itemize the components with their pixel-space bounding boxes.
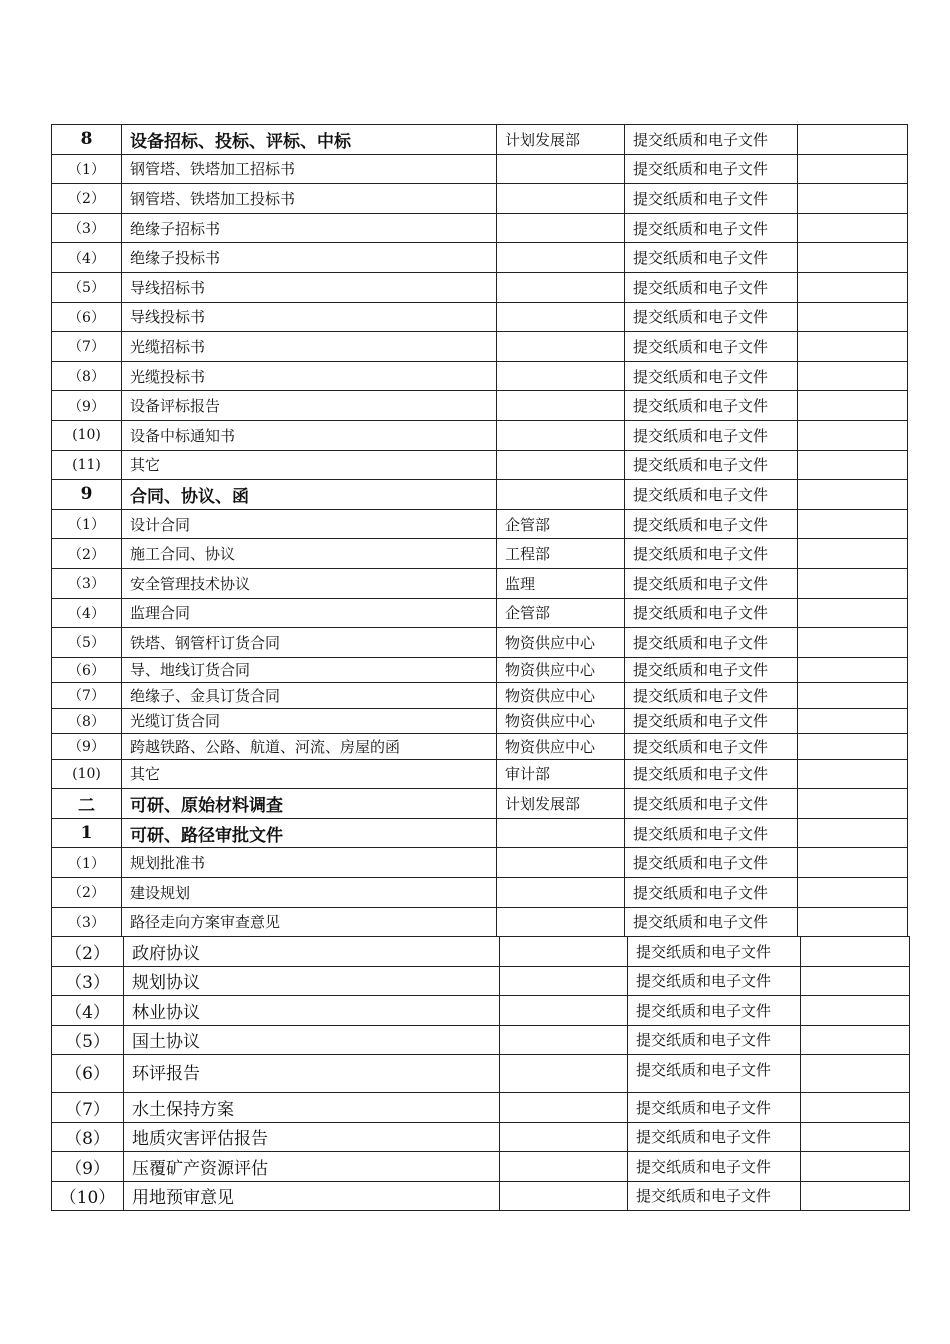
table-row [52,598,908,628]
submission-requirement-cell: 提交纸质和电子文件 [625,361,798,391]
remarks-cell [798,184,908,214]
table-row [52,657,908,683]
row-number-cell: （2） [52,184,122,214]
table-row [52,154,908,184]
department-cell [497,154,625,184]
department-cell [497,243,625,273]
item-name-cell: 导、地线订货合同 [122,657,497,683]
remarks-cell [801,966,910,996]
submission-requirement-cell: 提交纸质和电子文件 [625,598,798,628]
table-row [52,907,908,937]
archive-table-lower [51,936,910,1211]
department-cell [500,996,628,1026]
department-cell [500,1152,628,1182]
item-name-cell: 可研、路径审批文件 [122,818,497,848]
remarks-cell [798,734,908,760]
remarks-cell [801,937,910,967]
submission-requirement-cell: 提交纸质和电子文件 [625,568,798,598]
item-name-cell: 路径走向方案审查意见 [122,907,497,937]
submission-requirement-cell: 提交纸质和电子文件 [625,878,798,908]
department-cell: 审计部 [497,759,625,789]
row-number-cell: （3） [52,568,122,598]
item-name-cell: 钢管塔、铁塔加工投标书 [122,184,497,214]
submission-requirement-cell: 提交纸质和电子文件 [628,1093,801,1123]
remarks-cell [798,848,908,878]
item-name-cell: 施工合同、协议 [122,539,497,569]
row-number-cell: 8 [52,125,122,155]
department-cell [497,213,625,243]
submission-requirement-cell: 提交纸质和电子文件 [625,184,798,214]
submission-requirement-cell: 提交纸质和电子文件 [625,332,798,362]
submission-requirement-cell: 提交纸质和电子文件 [625,848,798,878]
row-number-cell: (10) [52,420,122,450]
table-row [52,568,908,598]
row-number-cell: （9） [52,734,122,760]
row-number-cell: （7） [52,683,122,709]
department-cell: 计划发展部 [497,789,625,819]
remarks-cell [798,420,908,450]
remarks-cell [798,213,908,243]
department-cell [497,450,625,480]
row-number-cell: （1） [52,509,122,539]
table-row [52,759,908,789]
item-name-cell: 铁塔、钢管杆订货合同 [122,628,497,658]
department-cell [500,1093,628,1123]
remarks-cell [798,125,908,155]
item-name-cell: 林业协议 [124,996,500,1026]
department-cell [497,272,625,302]
row-number-cell: （8） [52,361,122,391]
table-row [52,1181,910,1211]
row-number-cell: （10） [52,1181,124,1211]
item-name-cell: 环评报告 [124,1055,500,1093]
submission-requirement-cell: 提交纸质和电子文件 [625,789,798,819]
department-cell [497,391,625,421]
submission-requirement-cell: 提交纸质和电子文件 [625,907,798,937]
table-row [52,683,908,709]
department-cell: 物资供应中心 [497,734,625,760]
remarks-cell [798,598,908,628]
item-name-cell: 建设规划 [122,878,497,908]
row-number-cell: （7） [52,1093,124,1123]
remarks-cell [798,907,908,937]
table-row [52,1122,910,1152]
item-name-cell: 其它 [122,450,497,480]
submission-requirement-cell: 提交纸质和电子文件 [625,450,798,480]
department-cell [500,1055,628,1093]
remarks-cell [798,509,908,539]
row-number-cell: （2） [52,937,124,967]
remarks-cell [798,539,908,569]
remarks-cell [801,1055,910,1093]
submission-requirement-cell: 提交纸质和电子文件 [625,125,798,155]
table-row [52,996,910,1026]
item-name-cell: 压覆矿产资源评估 [124,1152,500,1182]
submission-requirement-cell: 提交纸质和电子文件 [625,759,798,789]
remarks-cell [798,450,908,480]
table-row [52,450,908,480]
row-number-cell: （1） [52,154,122,184]
submission-requirement-cell: 提交纸质和电子文件 [628,1055,801,1093]
remarks-cell [798,391,908,421]
row-number-cell: (10) [52,759,122,789]
department-cell: 企管部 [497,509,625,539]
remarks-cell [798,818,908,848]
row-number-cell: （9） [52,1152,124,1182]
remarks-cell [798,878,908,908]
row-number-cell: 1 [52,818,122,848]
department-cell: 计划发展部 [497,125,625,155]
remarks-cell [801,1181,910,1211]
department-cell [500,937,628,967]
table-row [52,125,908,155]
item-name-cell: 绝缘子投标书 [122,243,497,273]
remarks-cell [801,1093,910,1123]
table-row [52,628,908,658]
item-name-cell: 规划批准书 [122,848,497,878]
row-number-cell: 二 [52,789,122,819]
row-number-cell: （4） [52,598,122,628]
department-cell: 企管部 [497,598,625,628]
table-row [52,1055,910,1093]
department-cell [497,184,625,214]
submission-requirement-cell: 提交纸质和电子文件 [628,937,801,967]
item-name-cell: 政府协议 [124,937,500,967]
row-number-cell: (11) [52,450,122,480]
table-row [52,184,908,214]
row-number-cell: （4） [52,243,122,273]
department-cell: 监理 [497,568,625,598]
remarks-cell [798,302,908,332]
row-number-cell: （5） [52,1025,124,1055]
department-cell [500,966,628,996]
item-name-cell: 合同、协议、函 [122,480,497,510]
row-number-cell: （9） [52,391,122,421]
row-number-cell: （3） [52,966,124,996]
remarks-cell [798,332,908,362]
table-row [52,539,908,569]
table-row [52,1152,910,1182]
submission-requirement-cell: 提交纸质和电子文件 [625,272,798,302]
department-cell: 物资供应中心 [497,657,625,683]
item-name-cell: 光缆投标书 [122,361,497,391]
item-name-cell: 光缆订货合同 [122,708,497,734]
table-row [52,213,908,243]
submission-requirement-cell: 提交纸质和电子文件 [628,996,801,1026]
row-number-cell: （5） [52,272,122,302]
table-row [52,789,908,819]
department-cell [497,848,625,878]
submission-requirement-cell: 提交纸质和电子文件 [625,420,798,450]
table-row [52,480,908,510]
submission-requirement-cell: 提交纸质和电子文件 [628,1025,801,1055]
item-name-cell: 设备中标通知书 [122,420,497,450]
submission-requirement-cell: 提交纸质和电子文件 [625,243,798,273]
remarks-cell [798,272,908,302]
remarks-cell [801,1025,910,1055]
item-name-cell: 设计合同 [122,509,497,539]
item-name-cell: 钢管塔、铁塔加工招标书 [122,154,497,184]
table-row [52,937,910,967]
item-name-cell: 监理合同 [122,598,497,628]
item-name-cell: 跨越铁路、公路、航道、河流、房屋的函 [122,734,497,760]
row-number-cell: （1） [52,848,122,878]
submission-requirement-cell: 提交纸质和电子文件 [628,1122,801,1152]
item-name-cell: 用地预审意见 [124,1181,500,1211]
department-cell [500,1181,628,1211]
department-cell: 物资供应中心 [497,628,625,658]
remarks-cell [801,1122,910,1152]
row-number-cell: （2） [52,539,122,569]
table-row [52,878,908,908]
submission-requirement-cell: 提交纸质和电子文件 [628,1152,801,1182]
row-number-cell: （8） [52,1122,124,1152]
department-cell [497,361,625,391]
remarks-cell [798,243,908,273]
table-row [52,708,908,734]
department-cell [497,420,625,450]
remarks-cell [798,657,908,683]
item-name-cell: 水土保持方案 [124,1093,500,1123]
row-number-cell: （6） [52,1055,124,1093]
submission-requirement-cell: 提交纸质和电子文件 [625,628,798,658]
remarks-cell [798,568,908,598]
item-name-cell: 国土协议 [124,1025,500,1055]
item-name-cell: 可研、原始材料调查 [122,789,497,819]
remarks-cell [798,480,908,510]
item-name-cell: 其它 [122,759,497,789]
submission-requirement-cell: 提交纸质和电子文件 [625,683,798,709]
department-cell [497,332,625,362]
item-name-cell: 导线投标书 [122,302,497,332]
row-number-cell: 9 [52,480,122,510]
submission-requirement-cell: 提交纸质和电子文件 [625,480,798,510]
table-row [52,391,908,421]
submission-requirement-cell: 提交纸质和电子文件 [625,734,798,760]
submission-requirement-cell: 提交纸质和电子文件 [625,154,798,184]
table-row [52,1025,910,1055]
row-number-cell: （3） [52,213,122,243]
department-cell [500,1122,628,1152]
department-cell: 工程部 [497,539,625,569]
item-name-cell: 导线招标书 [122,272,497,302]
submission-requirement-cell: 提交纸质和电子文件 [625,539,798,569]
remarks-cell [798,708,908,734]
table-row [52,1093,910,1123]
submission-requirement-cell: 提交纸质和电子文件 [625,708,798,734]
table-row [52,243,908,273]
item-name-cell: 绝缘子、金具订货合同 [122,683,497,709]
row-number-cell: （2） [52,878,122,908]
department-cell [497,818,625,848]
table-row [52,966,910,996]
item-name-cell: 规划协议 [124,966,500,996]
row-number-cell: （6） [52,657,122,683]
table-row [52,734,908,760]
department-cell [497,878,625,908]
department-cell [497,907,625,937]
row-number-cell: （7） [52,332,122,362]
item-name-cell: 安全管理技术协议 [122,568,497,598]
submission-requirement-cell: 提交纸质和电子文件 [625,657,798,683]
submission-requirement-cell: 提交纸质和电子文件 [628,1181,801,1211]
remarks-cell [798,628,908,658]
row-number-cell: （3） [52,907,122,937]
remarks-cell [798,361,908,391]
row-number-cell: （5） [52,628,122,658]
department-cell: 物资供应中心 [497,683,625,709]
row-number-cell: （6） [52,302,122,332]
remarks-cell [801,996,910,1026]
table-row [52,272,908,302]
remarks-cell [798,789,908,819]
table-row [52,302,908,332]
item-name-cell: 光缆招标书 [122,332,497,362]
table-row [52,361,908,391]
submission-requirement-cell: 提交纸质和电子文件 [625,818,798,848]
row-number-cell: （4） [52,996,124,1026]
remarks-cell [798,759,908,789]
remarks-cell [801,1152,910,1182]
item-name-cell: 设备招标、投标、评标、中标 [122,125,497,155]
archive-table-upper [51,124,908,937]
remarks-cell [798,154,908,184]
submission-requirement-cell: 提交纸质和电子文件 [625,509,798,539]
table-row [52,818,908,848]
item-name-cell: 绝缘子招标书 [122,213,497,243]
submission-requirement-cell: 提交纸质和电子文件 [628,966,801,996]
submission-requirement-cell: 提交纸质和电子文件 [625,213,798,243]
department-cell [497,302,625,332]
department-cell [500,1025,628,1055]
table-row [52,420,908,450]
department-cell: 物资供应中心 [497,708,625,734]
table-row [52,848,908,878]
submission-requirement-cell: 提交纸质和电子文件 [625,391,798,421]
remarks-cell [798,683,908,709]
department-cell [497,480,625,510]
table-row [52,332,908,362]
table-row [52,509,908,539]
item-name-cell: 设备评标报告 [122,391,497,421]
submission-requirement-cell: 提交纸质和电子文件 [625,302,798,332]
row-number-cell: （8） [52,708,122,734]
item-name-cell: 地质灾害评估报告 [124,1122,500,1152]
